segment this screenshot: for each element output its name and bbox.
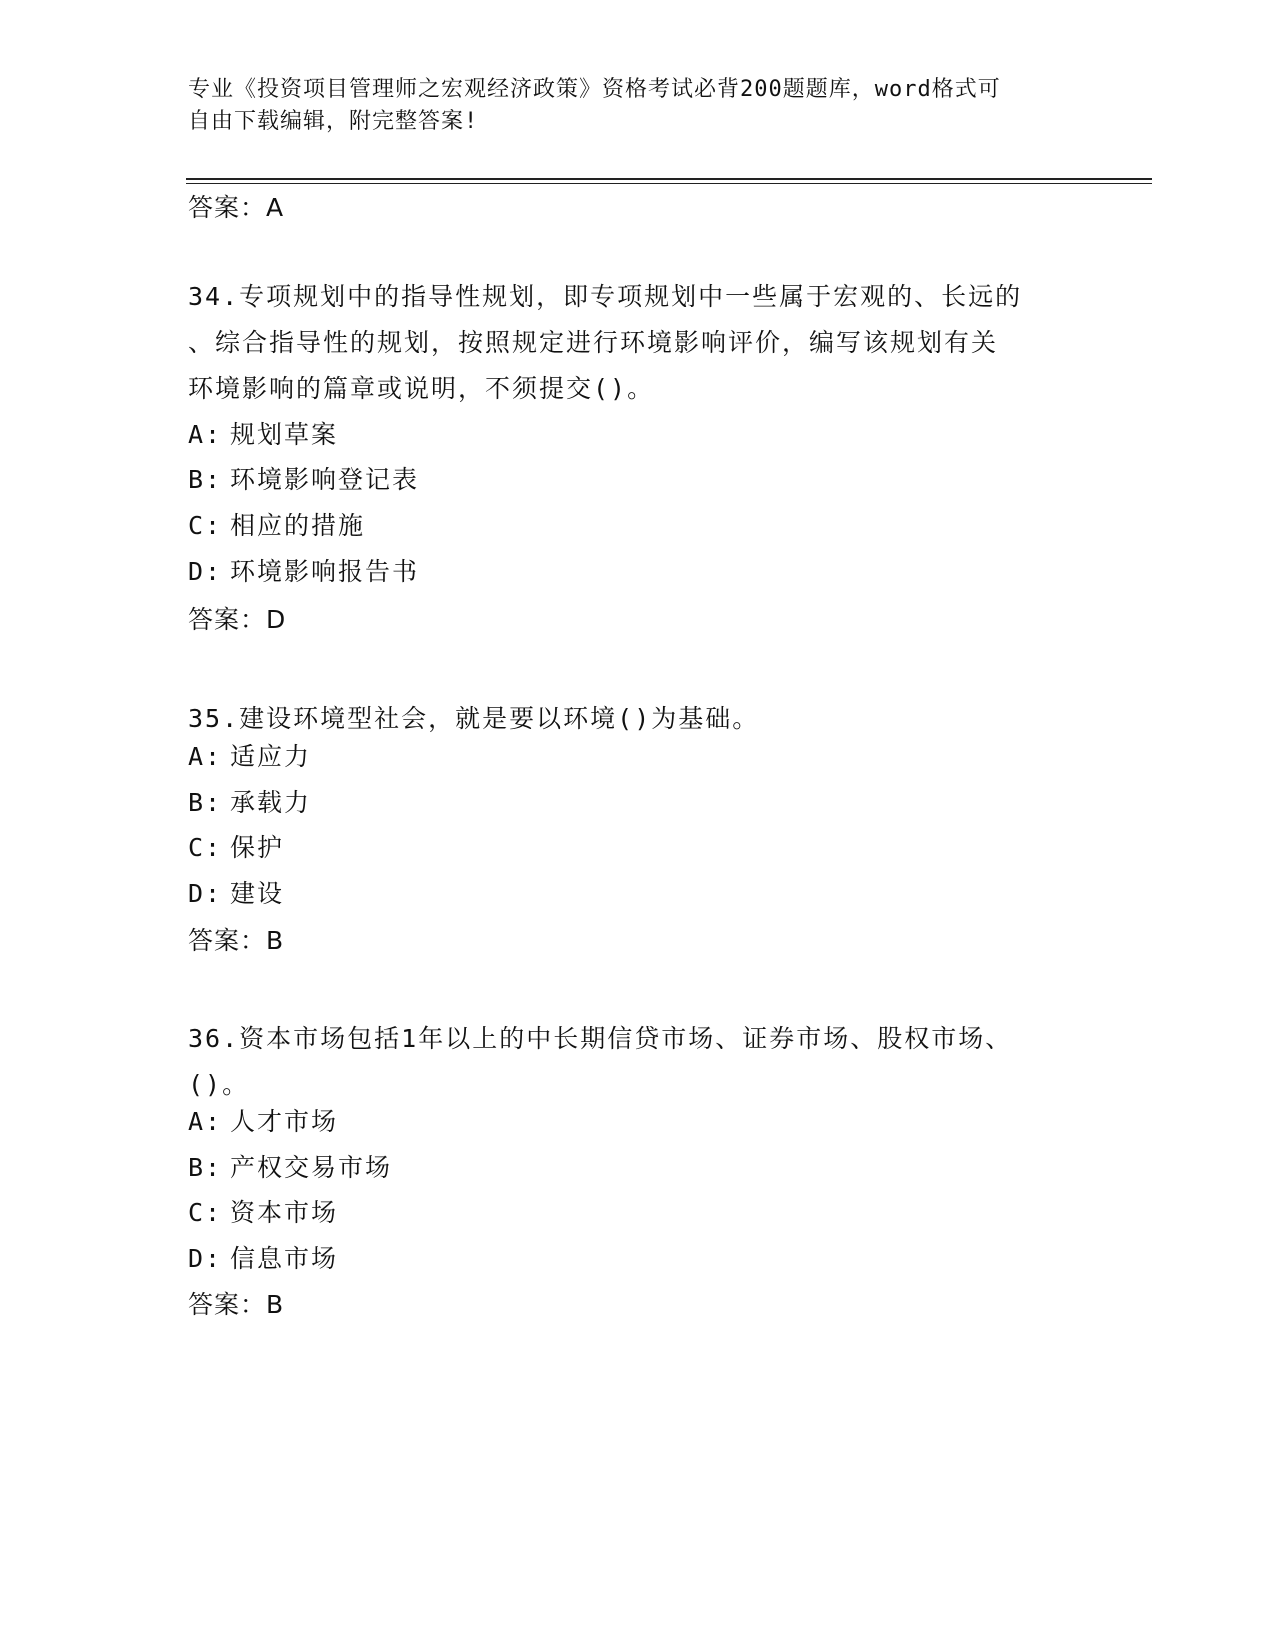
option-text: 规划草案 (230, 420, 339, 449)
option-d (188, 556, 419, 588)
option-key: B: (188, 788, 223, 817)
option-text: 环境影响报告书 (230, 557, 420, 586)
answer-35: 答案：B (188, 926, 285, 955)
question-line: 环境影响的篇章或说明，不须提交()。 (188, 374, 655, 403)
document-header (188, 74, 1068, 138)
answer-34: 答案：D (188, 605, 287, 634)
option-text: 人才市场 (230, 1107, 339, 1136)
option-text: 信息市场 (230, 1244, 339, 1273)
option-c (188, 510, 365, 542)
option-key: D: (188, 1244, 223, 1273)
question-34 (188, 274, 1068, 412)
option-a (188, 1106, 338, 1138)
question-36 (188, 1016, 1068, 1108)
option-b (188, 1152, 392, 1184)
option-text: 相应的措施 (230, 511, 366, 540)
option-a (188, 741, 311, 773)
option-b (188, 464, 419, 496)
header-line-2: 自由下载编辑，附完整答案! (188, 109, 479, 134)
option-a (188, 419, 338, 451)
header-divider-thick (186, 178, 1152, 180)
option-d (188, 878, 284, 910)
question-line: 36.资本市场包括1年以上的中长期信贷市场、证券市场、股权市场、 (188, 1024, 1013, 1053)
question-line: 34.专项规划中的指导性规划，即专项规划中一些属于宏观的、长远的 (188, 282, 1023, 311)
option-text: 适应力 (230, 742, 312, 771)
answer-36: 答案：B (188, 1290, 285, 1319)
question-line: ()。 (188, 1070, 250, 1099)
option-key: B: (188, 1153, 223, 1182)
option-key: C: (188, 511, 223, 540)
option-key: A: (188, 1107, 223, 1136)
question-line: 、综合指导性的规划，按照规定进行环境影响评价，编写该规划有关 (188, 328, 999, 357)
option-d (188, 1243, 338, 1275)
option-key: C: (188, 833, 223, 862)
option-key: A: (188, 420, 223, 449)
option-text: 环境影响登记表 (230, 465, 420, 494)
option-key: A: (188, 742, 223, 771)
previous-answer: 答案：A (188, 193, 285, 222)
option-b (188, 787, 311, 819)
option-text: 承载力 (230, 788, 312, 817)
option-key: B: (188, 465, 223, 494)
option-text: 产权交易市场 (230, 1153, 393, 1182)
option-key: D: (188, 879, 223, 908)
option-text: 建设 (230, 879, 285, 908)
option-c (188, 1197, 338, 1229)
question-line: 35.建设环境型社会，就是要以环境()为基础。 (188, 704, 760, 733)
option-key: C: (188, 1198, 223, 1227)
question-35 (188, 696, 1068, 742)
option-text: 保护 (230, 833, 285, 862)
header-divider-thin (186, 183, 1152, 184)
option-c (188, 832, 284, 864)
option-text: 资本市场 (230, 1198, 339, 1227)
header-line-1: 专业《投资项目管理师之宏观经济政策》资格考试必背200题题库，word格式可 (188, 77, 1001, 102)
option-key: D: (188, 557, 223, 586)
